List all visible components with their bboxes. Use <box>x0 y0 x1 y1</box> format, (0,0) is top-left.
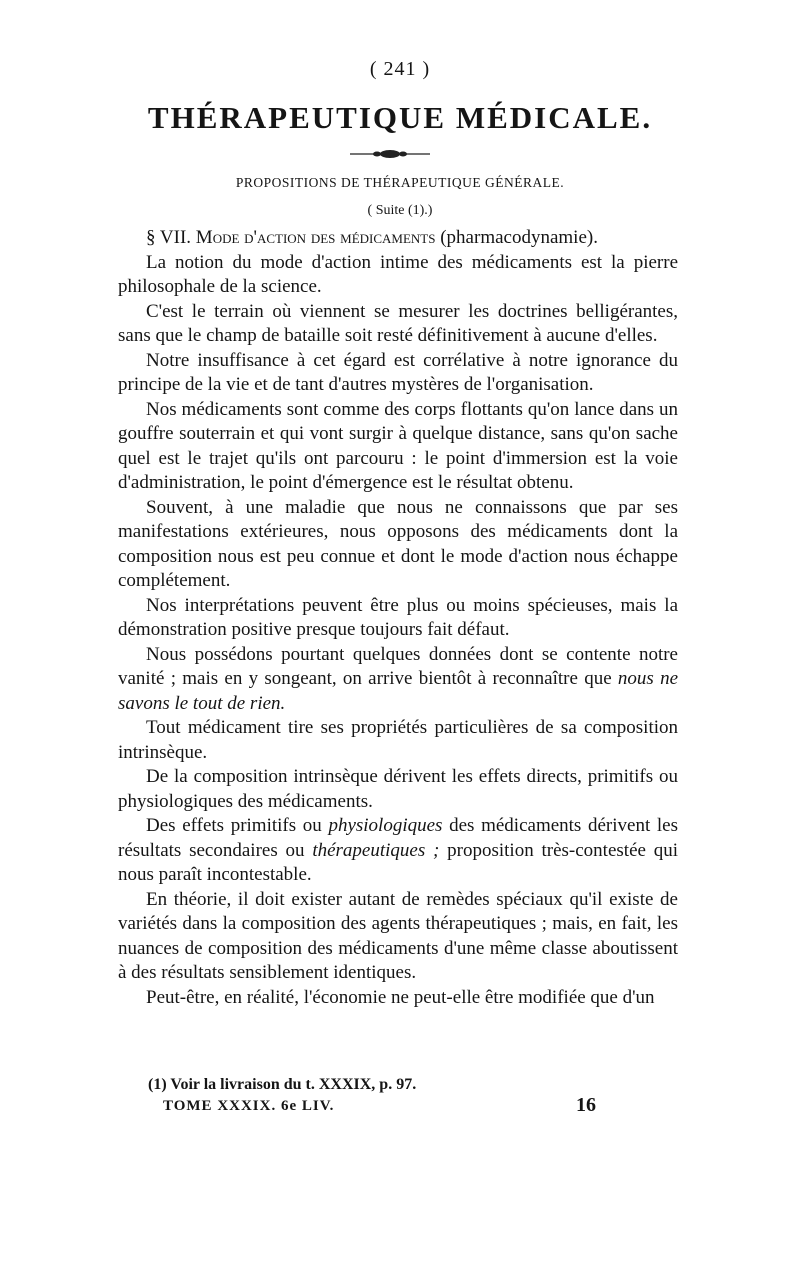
paragraph: La notion du mode d'action intime des médicaments est la pierre philosophale de la science. <box>118 251 678 297</box>
paragraph: C'est le terrain où viennent se mesurer les doctrines belligérantes, sans que le champ de bataille soit resté définitivement à aucune d'elles. <box>118 300 678 346</box>
emphasis-text: physiologiques <box>328 815 443 836</box>
paragraph: Peut-être, en réalité, l'économie ne peut-elle être modifiée que d'un <box>146 986 655 1008</box>
body-text <box>118 226 678 1010</box>
signature-mark: TOME XXXIX. 6e LIV. <box>163 1098 335 1114</box>
section-title-suffix: (pharmacodynamie). <box>435 227 598 248</box>
paragraph-text: Des effets primitifs ou <box>146 815 329 836</box>
paragraph-text: proposition très-contestée qui nous paraît incontestable. <box>118 839 678 885</box>
section-title: Mode d'action des médicaments <box>195 227 436 248</box>
paragraph: Notre insuffisance à cet égard est corrélative à notre ignorance du principe de la vie et de tant d'autres mystères de l'organisation. <box>118 349 678 395</box>
page-title: THÉRAPEUTIQUE MÉDICALE. <box>147 100 653 135</box>
paragraph <box>118 814 678 888</box>
continuation-note: ( Suite (1).) <box>367 203 433 218</box>
paragraph: Nos médicaments sont comme des corps flottants qu'on lance dans un gouffre souterrain et qui vont surgir à quelque distance, sans qu'on sache quel est le trajet qu'ils ont parcouru : le point d'immersion est la voie d'administration, le point d'émergence est le résultat obtenu. <box>118 398 678 493</box>
paragraph-text: Nous possédons pourtant quelques données dont se contente notre vanité ; mais en y songeant, on arrive bientôt à reconnaître que <box>118 643 678 689</box>
emphasis-text: thérapeutiques ; <box>312 839 440 861</box>
signature-number: 16 <box>576 1094 596 1116</box>
emphasis-text: nous ne savons le tout de rien. <box>118 668 679 714</box>
page-number: ( 241 ) <box>369 58 431 80</box>
paragraph: De la composition intrinsèque dérivent les effets directs, primitifs ou physiologiques des médicaments. <box>118 766 678 812</box>
section-number: § VII. <box>146 227 196 248</box>
paragraph: En théorie, il doit exister autant de remèdes spéciaux qu'il existe de variétés dans la composition des agents thérapeutiques ; mais, en fait, les nuances de composition des médicaments d'une même classe aboutissent à des résultats sensiblement identiques. <box>118 888 678 983</box>
ornament-rule-icon <box>350 148 430 160</box>
paragraph: Nos interprétations peuvent être plus ou moins spécieuses, mais la démonstration positive presque toujours fait défaut. <box>118 594 678 640</box>
section-heading <box>118 226 678 251</box>
paragraph-text: des médicaments dérivent les résultats secondaires ou <box>118 815 678 861</box>
section-subheading: PROPOSITIONS DE THÉRAPEUTIQUE GÉNÉRALE. <box>235 175 565 190</box>
paragraph <box>118 643 678 717</box>
paragraph: Souvent, à une maladie que nous ne connaissons que par ses manifestations extérieures, nous opposons des médicaments dont la composition nous est peu connue et dont le mode d'action nous échappe complétement. <box>118 496 678 591</box>
paragraph: Tout médicament tire ses propriétés particulières de sa composition intrinsèque. <box>118 717 678 763</box>
footnote: (1) Voir la livraison du t. XXXIX, p. 97. <box>148 1076 417 1093</box>
